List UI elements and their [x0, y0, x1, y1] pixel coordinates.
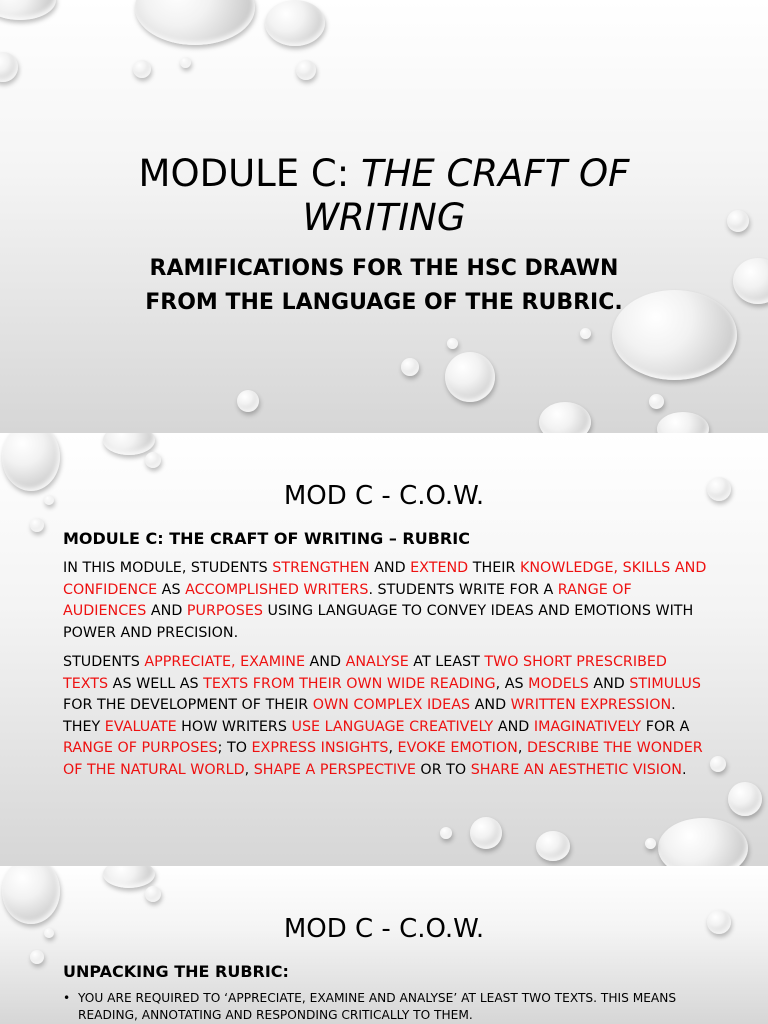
text-run: THEIR	[468, 560, 520, 576]
rubric-heading: MODULE C: THE CRAFT OF WRITING – RUBRIC	[63, 529, 470, 548]
text-run: FOR A	[641, 718, 690, 735]
water-drop	[645, 838, 656, 849]
water-drop	[135, 0, 255, 45]
text-run: AS WELL AS	[108, 675, 204, 692]
water-drop	[103, 866, 155, 888]
text-run: OR TO	[415, 761, 471, 778]
text-run: IN THIS MODULE, STUDENTS	[63, 560, 273, 576]
text-run: . THEY	[63, 697, 676, 735]
text-run: AS	[157, 581, 186, 598]
subtitle-line2: FROM THE LANGUAGE OF THE RUBRIC.	[145, 290, 623, 315]
highlight-run: ACCOMPLISHED WRITERS	[185, 581, 369, 598]
water-drop	[580, 328, 591, 339]
text-run: , AS	[495, 675, 529, 692]
rubric-paragraph-1	[63, 558, 713, 644]
title-slide	[0, 0, 768, 433]
water-drop	[657, 412, 709, 433]
water-drop	[470, 817, 502, 849]
water-drop	[30, 950, 44, 964]
text-run: STUDENTS	[63, 654, 145, 670]
highlight-run: PURPOSES	[186, 603, 263, 619]
water-drop	[401, 358, 419, 376]
text-run: . STUDENTS WRITE FOR A	[368, 581, 558, 598]
unpacking-slide	[0, 866, 768, 1024]
rubric-paragraph-2	[63, 652, 713, 781]
text-run: USING LANGUAGE TO CONVEY IDEAS AND EMOTIONS WITH POWER AND PRECISION.	[63, 603, 694, 641]
water-drop	[145, 452, 161, 468]
water-drop	[539, 402, 591, 433]
highlight-run: EVALUATE	[104, 718, 177, 735]
highlight-run: SHAPE A PERSPECTIVE	[253, 761, 416, 778]
text-run: .	[681, 761, 687, 778]
highlight-run: TEXTS FROM THEIR OWN WIDE READING	[203, 675, 496, 692]
water-drop	[133, 60, 151, 78]
text-run: ,	[388, 740, 398, 756]
highlight-run: EXTEND	[410, 560, 469, 576]
water-drop	[265, 0, 325, 46]
water-drop	[0, 0, 56, 20]
water-drop	[658, 818, 748, 866]
water-drop	[440, 827, 452, 839]
water-drop	[145, 886, 161, 902]
text-run: AND	[304, 654, 346, 670]
highlight-run: MODELS	[528, 675, 589, 692]
text-run: HOW WRITERS	[176, 718, 292, 735]
water-drop	[728, 782, 762, 816]
highlight-run: WRITTEN EXPRESSION	[510, 697, 672, 713]
highlight-run: OWN COMPLEX IDEAS	[312, 697, 471, 713]
text-run: AND	[470, 697, 511, 713]
text-run: ,	[244, 761, 254, 778]
title-plain: MODULE C:	[138, 152, 361, 195]
water-drop	[536, 831, 570, 861]
subtitle-line1: RAMIFICATIONS FOR THE HSC DRAWN	[149, 256, 619, 281]
highlight-run: STIMULUS	[629, 675, 701, 692]
highlight-run: RANGE OF PURPOSES	[63, 740, 218, 756]
water-drop	[180, 57, 191, 68]
slide-title	[0, 152, 768, 240]
water-drop	[0, 52, 18, 82]
rubric-slide	[0, 433, 768, 866]
slide-title: MOD C - C.O.W.	[283, 914, 485, 944]
highlight-run: APPRECIATE, EXAMINE	[144, 654, 305, 670]
unpacking-heading: UNPACKING THE RUBRIC:	[63, 962, 289, 981]
water-drop	[237, 390, 259, 412]
highlight-run: EVOKE EMOTION	[397, 740, 518, 756]
slide-subtitle	[0, 252, 768, 320]
text-run: FOR THE DEVELOPMENT OF THEIR	[63, 697, 313, 713]
highlight-run: IMAGINATIVELY	[533, 718, 642, 735]
water-drop	[103, 433, 155, 455]
highlight-run: STRENGTHEN	[272, 560, 370, 576]
water-drop	[296, 60, 316, 80]
bullet-text: YOU ARE REQUIRED TO ‘APPRECIATE, EXAMINE AND ANALYSE’ AT LEAST TWO TEXTS. THIS MEANS READING, ANNOTATING AND RESPONDING CRITICALLY TO THEM.	[78, 991, 677, 1022]
title-italic-line1: THE CRAFT OF	[360, 152, 630, 195]
text-run: AND	[588, 675, 630, 692]
text-run: ; TO	[217, 740, 252, 756]
highlight-run: DESCRIBE THE WONDER OF THE NATURAL WORLD	[63, 740, 703, 778]
highlight-run: USE LANGUAGE CREATIVELY	[291, 718, 494, 735]
highlight-run: EXPRESS INSIGHTS	[251, 740, 389, 756]
text-run: AND	[369, 560, 411, 576]
title-italic-line2: WRITING	[302, 196, 466, 239]
text-run: AT LEAST	[408, 654, 485, 670]
text-run: AND	[493, 718, 534, 735]
water-drop	[447, 338, 458, 349]
bullet-item	[63, 990, 703, 1024]
highlight-run: KNOWLEDGE, SKILLS AND CONFIDENCE	[63, 560, 707, 598]
text-run: AND	[146, 603, 187, 619]
water-drop	[30, 518, 44, 532]
highlight-run: ANALYSE	[345, 654, 409, 670]
text-run: ,	[517, 740, 527, 756]
highlight-run: TWO SHORT PRESCRIBED TEXTS	[63, 654, 667, 692]
water-drop	[649, 394, 664, 409]
highlight-run: SHARE AN AESTHETIC VISION	[470, 761, 682, 778]
water-drop	[445, 352, 495, 402]
bullet-marker: •	[63, 991, 71, 1005]
highlight-run: RANGE OF AUDIENCES	[63, 581, 632, 619]
slide-title: MOD C - C.O.W.	[283, 481, 485, 511]
